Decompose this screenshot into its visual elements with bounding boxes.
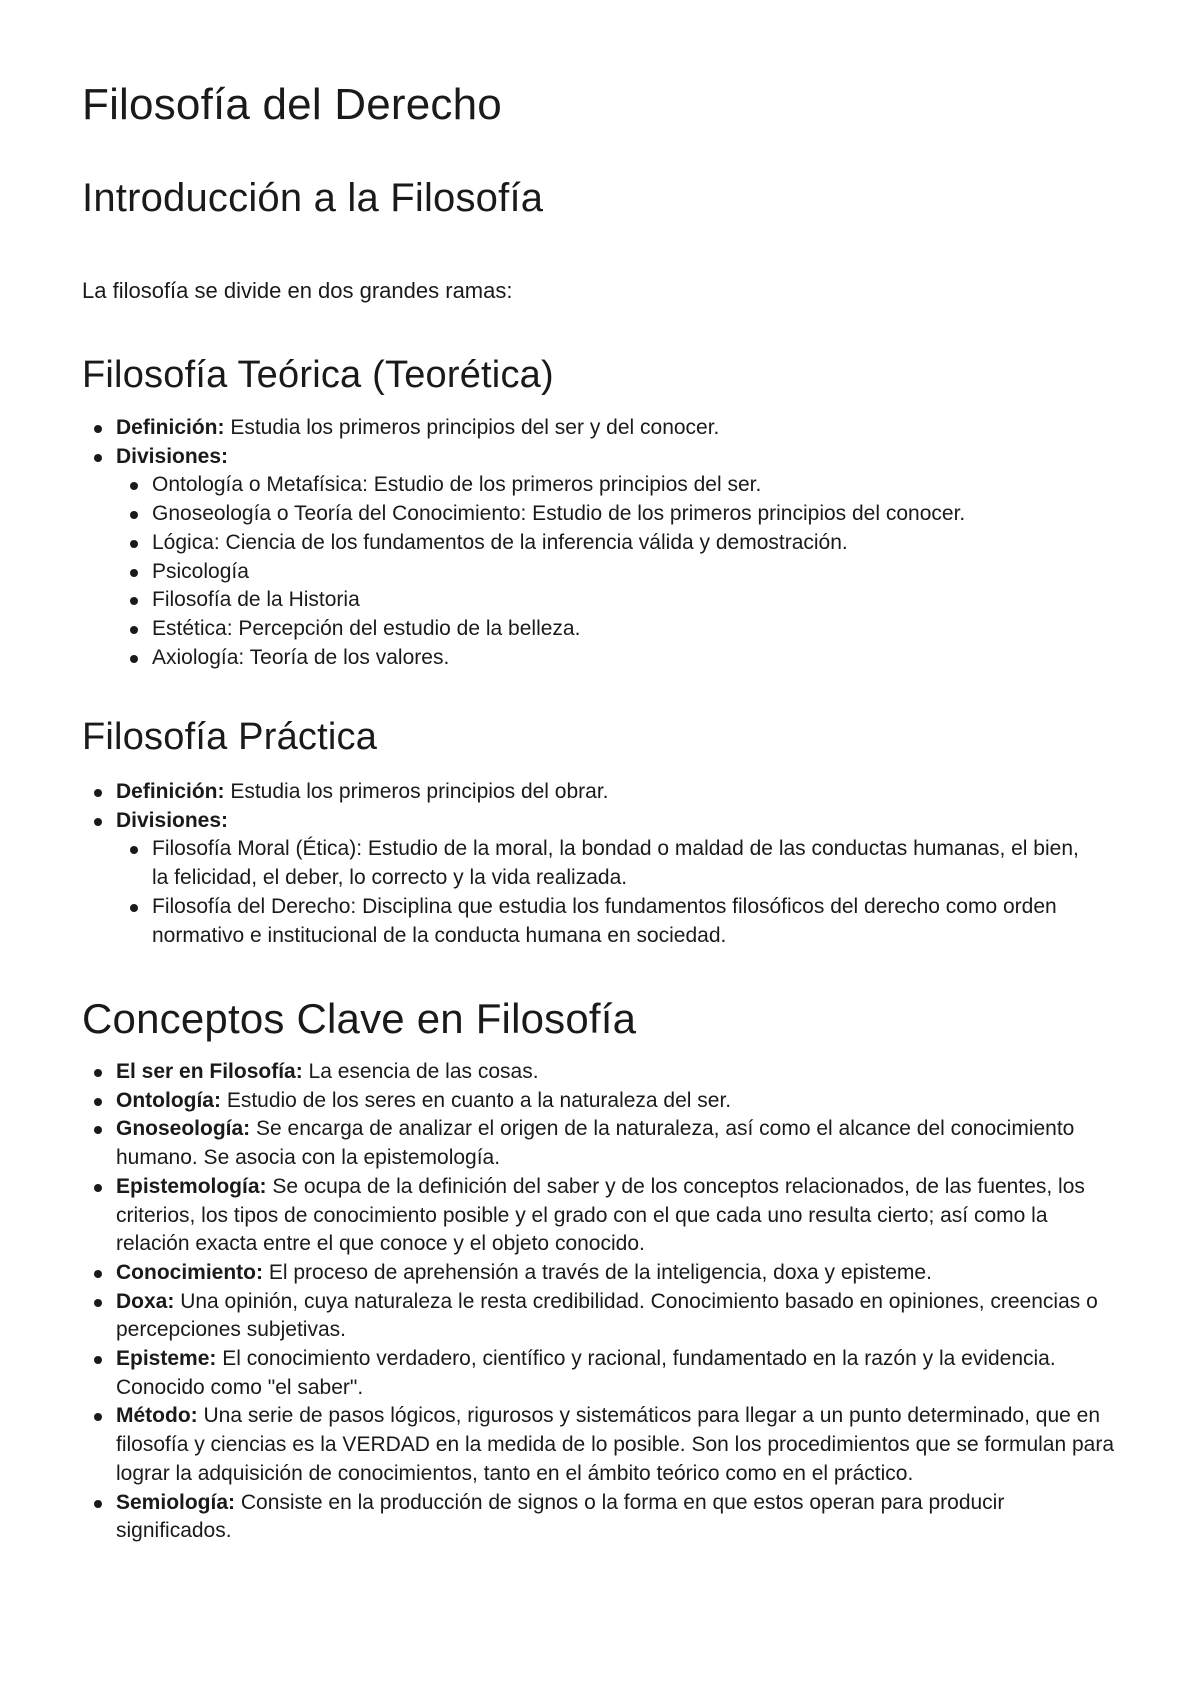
term-label: Método: [116, 1404, 198, 1428]
term-label: Definición: [116, 780, 225, 803]
term-text: El proceso de aprehensión a través de la inteligencia, doxa y episteme. [263, 1260, 932, 1284]
list-item [82, 1259, 1122, 1288]
term-label: Episteme: [116, 1347, 217, 1371]
list-item: Ontología o Metafísica: Estudio de los primeros principios del ser. [116, 471, 1122, 500]
section-heading-intro: Introducción a la Filosofía [82, 176, 544, 220]
term-label: Conocimiento: [116, 1260, 263, 1284]
term-label: Epistemología: [116, 1174, 267, 1198]
term-text: Estudio de los seres en cuanto a la naturaleza del ser. [220, 1088, 732, 1112]
term-text: Una opinión, cuya naturaleza le resta credibilidad. Conocimiento basado en opiniones, creencias o percepciones subjetivas. [116, 1289, 1098, 1342]
term-text: Una serie de pasos lógicos, rigurosos y sistemáticos para llegar a un punto determinado, que en filosofía y ciencias es la VERDAD en la medida de lo posible. Son los procedimientos que se formulan para lograr la adquisición de conocimientos, tanto en el ámbito teórico como en el práctico. [116, 1404, 1115, 1485]
term-label: Definición: [116, 416, 225, 439]
list-item [82, 1402, 1122, 1488]
list-item [82, 778, 1082, 807]
term-label: Divisiones: [116, 444, 229, 468]
list-item: Gnoseología o Teoría del Conocimiento: Estudio de los primeros principios del conocer. [116, 500, 1122, 529]
list-item [82, 1345, 1122, 1402]
list-item: Lógica: Ciencia de los fundamentos de la inferencia válida y demostración. [116, 529, 1122, 558]
term-text: La esencia de las cosas. [302, 1060, 539, 1083]
term-text: Estudia los primeros principios del obrar. [224, 780, 609, 803]
document-title: Filosofía del Derecho [82, 80, 502, 129]
list-item [82, 443, 1122, 673]
term-label: Semiología: [116, 1490, 236, 1514]
section-heading-teorica: Filosofía Teórica (Teorética) [82, 354, 554, 396]
list-item [82, 1058, 1122, 1087]
list-item: Estética: Percepción del estudio de la belleza. [116, 615, 1122, 644]
list-item: Filosofía Moral (Ética): Estudio de la moral, la bondad o maldad de las conductas humanas, el bien, la felicidad, el deber, lo correcto y la vida realizada. [116, 835, 1082, 892]
list-item: Filosofía de la Historia [116, 586, 1122, 615]
term-text: Consiste en la producción de signos o la forma en que estos operan para producir significados. [116, 1490, 1005, 1543]
list-item [82, 414, 1122, 443]
list-item [82, 1115, 1122, 1172]
list-item [82, 807, 1082, 951]
term-text: El conocimiento verdadero, científico y racional, fundamentado en la razón y la evidencia. Conocido como "el saber". [116, 1347, 1056, 1399]
term-text: Se ocupa de la definición del saber y de los conceptos relacionados, de las fuentes, los criterios, los tipos de conocimiento posible y el grado con el que cada uno resulta cierto; así como la relación exacta entre el que conoce y el objeto conocido. [116, 1174, 1085, 1256]
list-item [82, 1489, 1122, 1546]
term-label: Doxa: [116, 1289, 175, 1313]
list-item [82, 1173, 1122, 1259]
list-item [82, 1087, 1122, 1116]
section-heading-conceptos: Conceptos Clave en Filosofía [82, 995, 637, 1042]
list-item: Axiología: Teoría de los valores. [116, 644, 1122, 673]
section-heading-practica: Filosofía Práctica [82, 716, 378, 758]
practica-divisiones-list [116, 835, 1082, 950]
list-item [82, 1288, 1122, 1345]
conceptos-list [82, 1058, 1122, 1546]
term-label: El ser en Filosofía: [116, 1060, 303, 1083]
term-text: Estudia los primeros principios del ser y del conocer. [224, 416, 720, 439]
term-label: Ontología: [116, 1088, 221, 1112]
term-label: Divisiones: [116, 808, 229, 832]
term-text: Se encarga de analizar el origen de la naturaleza, así como el alcance del conocimiento humano. Se asocia con la epistemología. [116, 1117, 1075, 1170]
term-label: Gnoseología: [116, 1117, 251, 1141]
teorica-list [82, 414, 1122, 672]
list-item: Psicología [116, 558, 1122, 587]
list-item: Filosofía del Derecho: Disciplina que estudia los fundamentos filosóficos del derecho como orden normativo e institucional de la conducta humana en sociedad. [116, 893, 1082, 950]
intro-paragraph: La filosofía se divide en dos grandes ramas: [82, 278, 513, 303]
practica-list [82, 778, 1082, 950]
teorica-divisiones-list [116, 471, 1122, 672]
